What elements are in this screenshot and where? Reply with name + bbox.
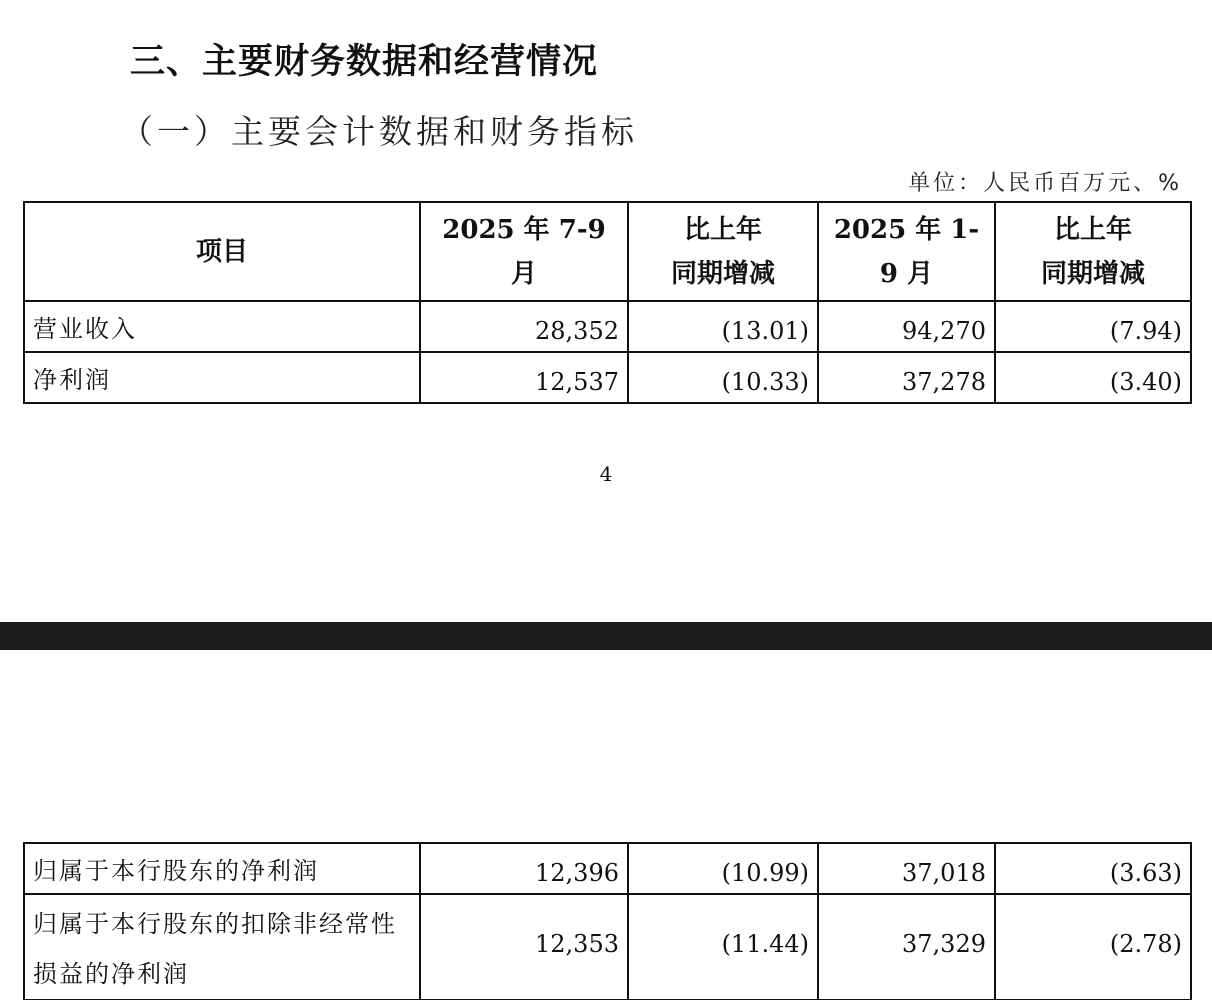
cell-ytd-change: (3.40) xyxy=(995,352,1191,403)
cell-ytd-value: 37,329 xyxy=(818,894,995,1000)
cell-q3-value: 12,353 xyxy=(420,894,628,1000)
row-label-net-profit-attributable: 归属于本行股东的净利润 xyxy=(24,843,420,894)
table-row xyxy=(24,894,1191,1000)
header-q3-2025: 2025 年 7-9 月 xyxy=(420,202,628,301)
unit-note: 单位：人民币百万元、% xyxy=(908,171,1182,196)
cell-ytd-value: 37,278 xyxy=(818,352,995,403)
table-row xyxy=(24,301,1191,352)
table-row xyxy=(24,352,1191,403)
row-label-net-profit-excl-nonrecurring xyxy=(24,894,420,1000)
financial-table-top xyxy=(23,201,1192,404)
table-header-row xyxy=(24,202,1191,301)
header-q3-change-line1: 比上年 xyxy=(683,214,762,245)
row-label-operating-income: 营业收入 xyxy=(24,301,420,352)
cell-ytd-change: (2.78) xyxy=(995,894,1191,1000)
cell-q3-value: 12,396 xyxy=(420,843,628,894)
table-row xyxy=(24,843,1191,894)
cell-ytd-change: (7.94) xyxy=(995,301,1191,352)
cell-q3-change: (13.01) xyxy=(628,301,818,352)
cell-q3-value: 28,352 xyxy=(420,301,628,352)
row-label-line1: 归属于本行股东的扣除非经常性 xyxy=(33,910,397,938)
header-ytd-change-line2: 同期增减 xyxy=(1040,258,1145,289)
cell-q3-change: (10.33) xyxy=(628,352,818,403)
cell-ytd-value: 94,270 xyxy=(818,301,995,352)
header-q3-change xyxy=(628,202,818,301)
section-title: 三、主要财务数据和经营情况 xyxy=(130,42,599,82)
row-label-net-profit: 净利润 xyxy=(24,352,420,403)
cell-q3-change: (11.44) xyxy=(628,894,818,1000)
sub-title: （一）主要会计数据和财务指标 xyxy=(120,112,638,151)
cell-ytd-change: (3.63) xyxy=(995,843,1191,894)
row-label-line2: 损益的净利润 xyxy=(33,960,189,988)
header-ytd-2025: 2025 年 1-9 月 xyxy=(818,202,995,301)
financial-table-continued xyxy=(23,842,1192,1000)
cell-q3-change: (10.99) xyxy=(628,843,818,894)
cell-q3-value: 12,537 xyxy=(420,352,628,403)
cell-ytd-value: 37,018 xyxy=(818,843,995,894)
header-ytd-change-line1: 比上年 xyxy=(1053,214,1132,245)
page-separator-bar xyxy=(0,622,1212,650)
page-number: 4 xyxy=(599,462,613,486)
header-ytd-change xyxy=(995,202,1191,301)
header-item: 项目 xyxy=(24,202,420,301)
header-q3-change-line2: 同期增减 xyxy=(670,258,775,289)
